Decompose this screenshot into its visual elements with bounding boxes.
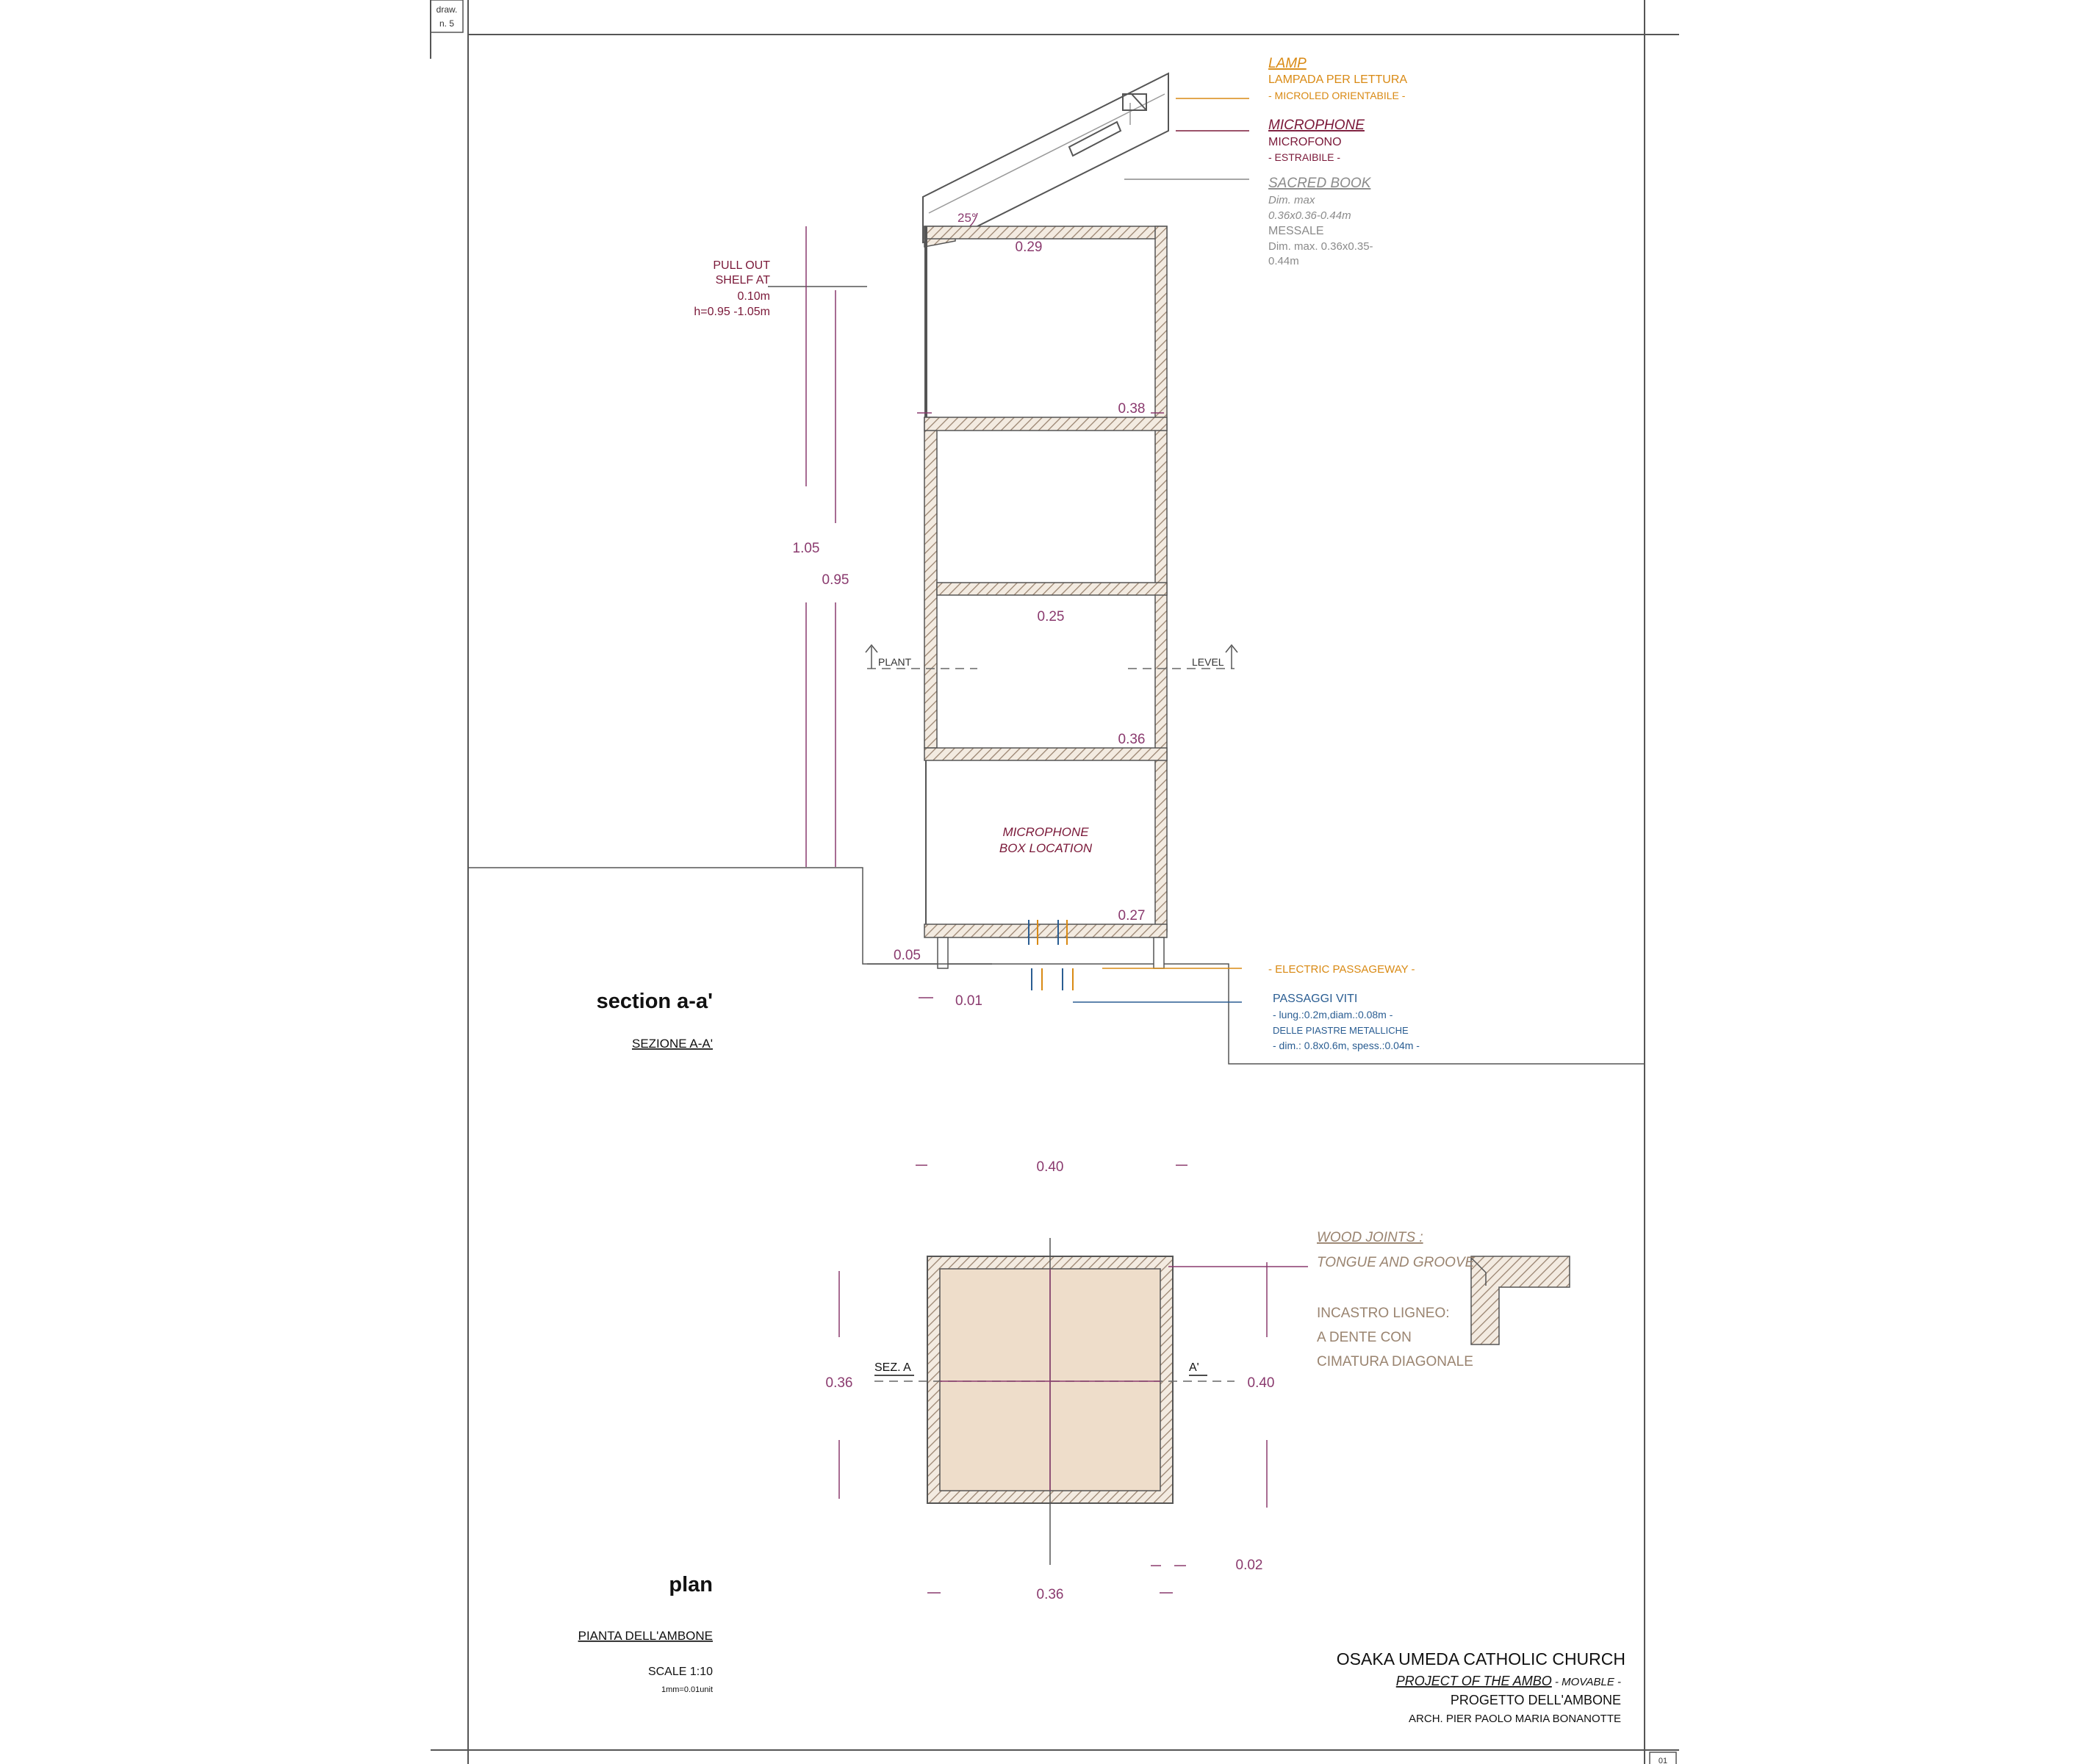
section-title: section a-a' (596, 990, 713, 1013)
plan-scale-note: 1mm=0.01unit (661, 1685, 713, 1694)
dim-upper-shelf: 0.38 (1118, 401, 1146, 417)
cabinet-left-wall-upper (924, 226, 927, 425)
joints-line3: CIMATURA DIAGONALE (1317, 1354, 1473, 1369)
cabinet-left-wall (924, 417, 937, 748)
plan-dim-right: 0.40 (1247, 1375, 1275, 1391)
dim-counter-height: 0.95 (822, 572, 849, 588)
section-subtitle: SEZIONE A-A' (632, 1037, 713, 1051)
book-line1: Dim. max (1268, 194, 1315, 206)
mic-line1: MICROFONO (1268, 136, 1342, 148)
foot-right (1154, 937, 1164, 968)
wood-joints-callout (1317, 1230, 1475, 1369)
project-title (1396, 1674, 1621, 1688)
screw-line2: DELLE PIASTRE METALLICHE (1273, 1025, 1409, 1036)
cabinet-right-wall (1155, 226, 1167, 932)
project-italian: PROGETTO DELL'AMBONE (1450, 1693, 1621, 1707)
mic-line2: - ESTRAIBILE - (1268, 151, 1341, 163)
plan-scale: SCALE 1:10 (647, 1666, 713, 1678)
shelf-lower (924, 748, 1167, 760)
plan-subtitle: PIANTA DELL'AMBONE (578, 1629, 713, 1643)
dim-mid-shelf: 0.25 (1037, 609, 1065, 624)
dim-offset: 0.01 (955, 993, 982, 1009)
shelf-line2: SHELF AT (715, 274, 770, 287)
book-title: SACRED BOOK (1268, 176, 1371, 191)
dim-lower-shelf: 0.36 (1118, 732, 1146, 747)
section-dimension-labels (793, 211, 1146, 1009)
angle-dimension: 25° (957, 211, 977, 225)
dim-feet: 0.05 (894, 948, 921, 963)
joints-type: TONGUE AND GROOVE (1317, 1255, 1475, 1270)
plan-dim-joint: 0.02 (1235, 1558, 1263, 1573)
level-label: LEVEL (1192, 656, 1224, 668)
mic-box-line2: BOX LOCATION (999, 841, 1093, 855)
a-prime-label: A' (1189, 1361, 1199, 1374)
plant-label: PLANT (878, 656, 912, 668)
plan-dim-left: 0.36 (825, 1375, 853, 1391)
lamp-title: LAMP (1268, 56, 1307, 71)
sez-a-label: SEZ. A (874, 1361, 911, 1374)
dim-overall-height: 1.05 (792, 541, 820, 556)
book-line5: 0.44m (1268, 255, 1299, 267)
lamp-line2: - MICROLED ORIENTABILE - (1268, 90, 1406, 101)
lamp-line1: LAMPADA PER LETTURA (1268, 73, 1408, 86)
shelf-line4: h=0.95 -1.05m (694, 306, 770, 318)
sacred-book-callout (1268, 176, 1373, 267)
project-main: PROJECT OF THE AMBO (1395, 1674, 1552, 1688)
drawing-number-label: draw. (436, 4, 458, 15)
screw-line3: - dim.: 0.8x0.6m, spess.:0.04m - (1273, 1040, 1420, 1051)
shelf-line3: 0.10m (737, 290, 770, 303)
cabinet-top-shelf (924, 226, 1167, 239)
plan-dim-top: 0.40 (1036, 1159, 1064, 1175)
dim-top-shelf: 0.29 (1015, 240, 1043, 255)
plan-drawing (578, 1159, 1570, 1694)
tongue-and-groove-detail-icon (1471, 1256, 1570, 1344)
project-suffix: - MOVABLE - (1551, 1676, 1621, 1688)
architect-name: ARCH. PIER PAOLO MARIA BONANOTTE (1409, 1713, 1621, 1725)
shelf-bottom (924, 924, 1167, 937)
mic-box-line1: MICROPHONE (1002, 825, 1089, 839)
pull-out-shelf-callout (694, 259, 770, 318)
plan-dim-bottom: 0.36 (1036, 1587, 1064, 1602)
screw-title: PASSAGGI VITI (1273, 993, 1358, 1005)
joints-line1: INCASTRO LIGNEO: (1317, 1306, 1450, 1321)
shelf-line1: PULL OUT (713, 259, 770, 272)
screw-passage-callout (1273, 993, 1420, 1051)
shelf-middle (937, 583, 1167, 595)
microphone-callout (1268, 118, 1365, 163)
book-line3: MESSALE (1268, 225, 1324, 237)
title-block (1337, 1649, 1625, 1725)
book-line2: 0.36x0.36-0.44m (1268, 209, 1351, 222)
joints-title: WOOD JOINTS : (1317, 1230, 1423, 1245)
electric-passageway-label: - ELECTRIC PASSAGEWAY - (1268, 963, 1415, 976)
screw-line1: - lung.:0.2m,diam.:0.08m - (1273, 1009, 1393, 1020)
shelf-upper (924, 417, 1167, 431)
book-line4: Dim. max. 0.36x0.35- (1268, 240, 1373, 253)
drawing-number: n. 5 (439, 18, 455, 29)
joints-line2: A DENTE CON (1317, 1330, 1412, 1345)
plan-title: plan (669, 1573, 713, 1596)
sheet-corner-number: 01 (1658, 1757, 1668, 1764)
lamp-callout (1268, 56, 1407, 101)
vertical-dimensions (806, 226, 1164, 998)
section-a-a-drawing (597, 56, 1420, 1051)
dim-bottom-shelf: 0.27 (1118, 908, 1146, 924)
church-name: OSAKA UMEDA CATHOLIC CHURCH (1336, 1649, 1625, 1668)
mic-title: MICROPHONE (1268, 118, 1365, 133)
